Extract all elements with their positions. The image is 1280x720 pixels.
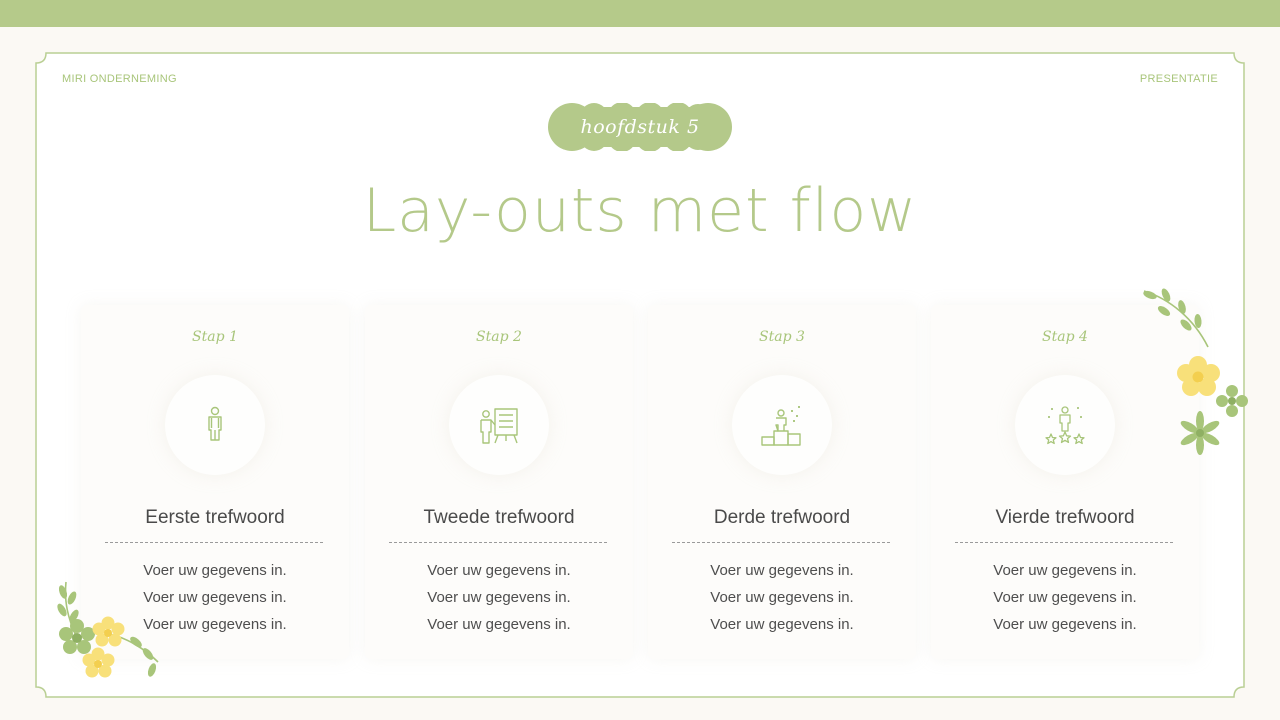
standing-person-icon	[193, 403, 237, 447]
detail-line: Voer uw gegevens in.	[427, 589, 571, 606]
step-card-3	[648, 305, 916, 659]
step-card-2	[365, 305, 633, 659]
page-title: Lay-outs met flow	[362, 176, 918, 246]
chapter-badge	[548, 103, 732, 151]
detail-line: Voer uw gegevens in.	[710, 562, 854, 579]
keyword-title: Tweede trefwoord	[423, 507, 575, 528]
detail-line: Voer uw gegevens in.	[710, 616, 854, 633]
step-label: Stap 2	[476, 329, 522, 345]
detail-line: Voer uw gegevens in.	[427, 616, 571, 633]
icon-holder	[1015, 375, 1115, 475]
detail-line: Voer uw gegevens in.	[143, 589, 287, 606]
icon-holder	[165, 375, 265, 475]
keyword-title: Derde trefwoord	[713, 507, 851, 528]
detail-line: Voer uw gegevens in.	[143, 616, 287, 633]
dashed-divider	[672, 542, 890, 543]
detail-line: Voer uw gegevens in.	[993, 589, 1137, 606]
detail-line: Voer uw gegevens in.	[993, 616, 1137, 633]
step-label: Stap 3	[759, 329, 805, 345]
brand-right: PRESENTATIE	[1139, 73, 1218, 85]
flower-decoration-top-right-icon	[1136, 285, 1256, 457]
icon-holder	[732, 375, 832, 475]
detail-lines	[648, 557, 916, 638]
detail-lines	[931, 557, 1199, 638]
podium-person-icon	[760, 403, 804, 447]
dashed-divider	[389, 542, 607, 543]
chapter-label: hoofdstuk 5	[580, 116, 700, 138]
star-rating-person-icon	[1043, 403, 1087, 447]
dashed-divider	[955, 542, 1173, 543]
dashed-divider	[105, 542, 323, 543]
presenter-board-icon	[477, 403, 521, 447]
icon-holder	[449, 375, 549, 475]
detail-lines	[365, 557, 633, 638]
brand-left: MIRI ONDERNEMING	[62, 73, 177, 85]
step-label: Stap 1	[192, 329, 238, 345]
detail-line: Voer uw gegevens in.	[710, 589, 854, 606]
detail-line: Voer uw gegevens in.	[993, 562, 1137, 579]
detail-line: Voer uw gegevens in.	[143, 562, 287, 579]
keyword-title: Vierde trefwoord	[995, 507, 1135, 528]
flower-decoration-bottom-left-icon	[50, 578, 166, 682]
step-label: Stap 4	[1042, 329, 1088, 345]
keyword-title: Eerste trefwoord	[145, 507, 285, 528]
detail-line: Voer uw gegevens in.	[427, 562, 571, 579]
